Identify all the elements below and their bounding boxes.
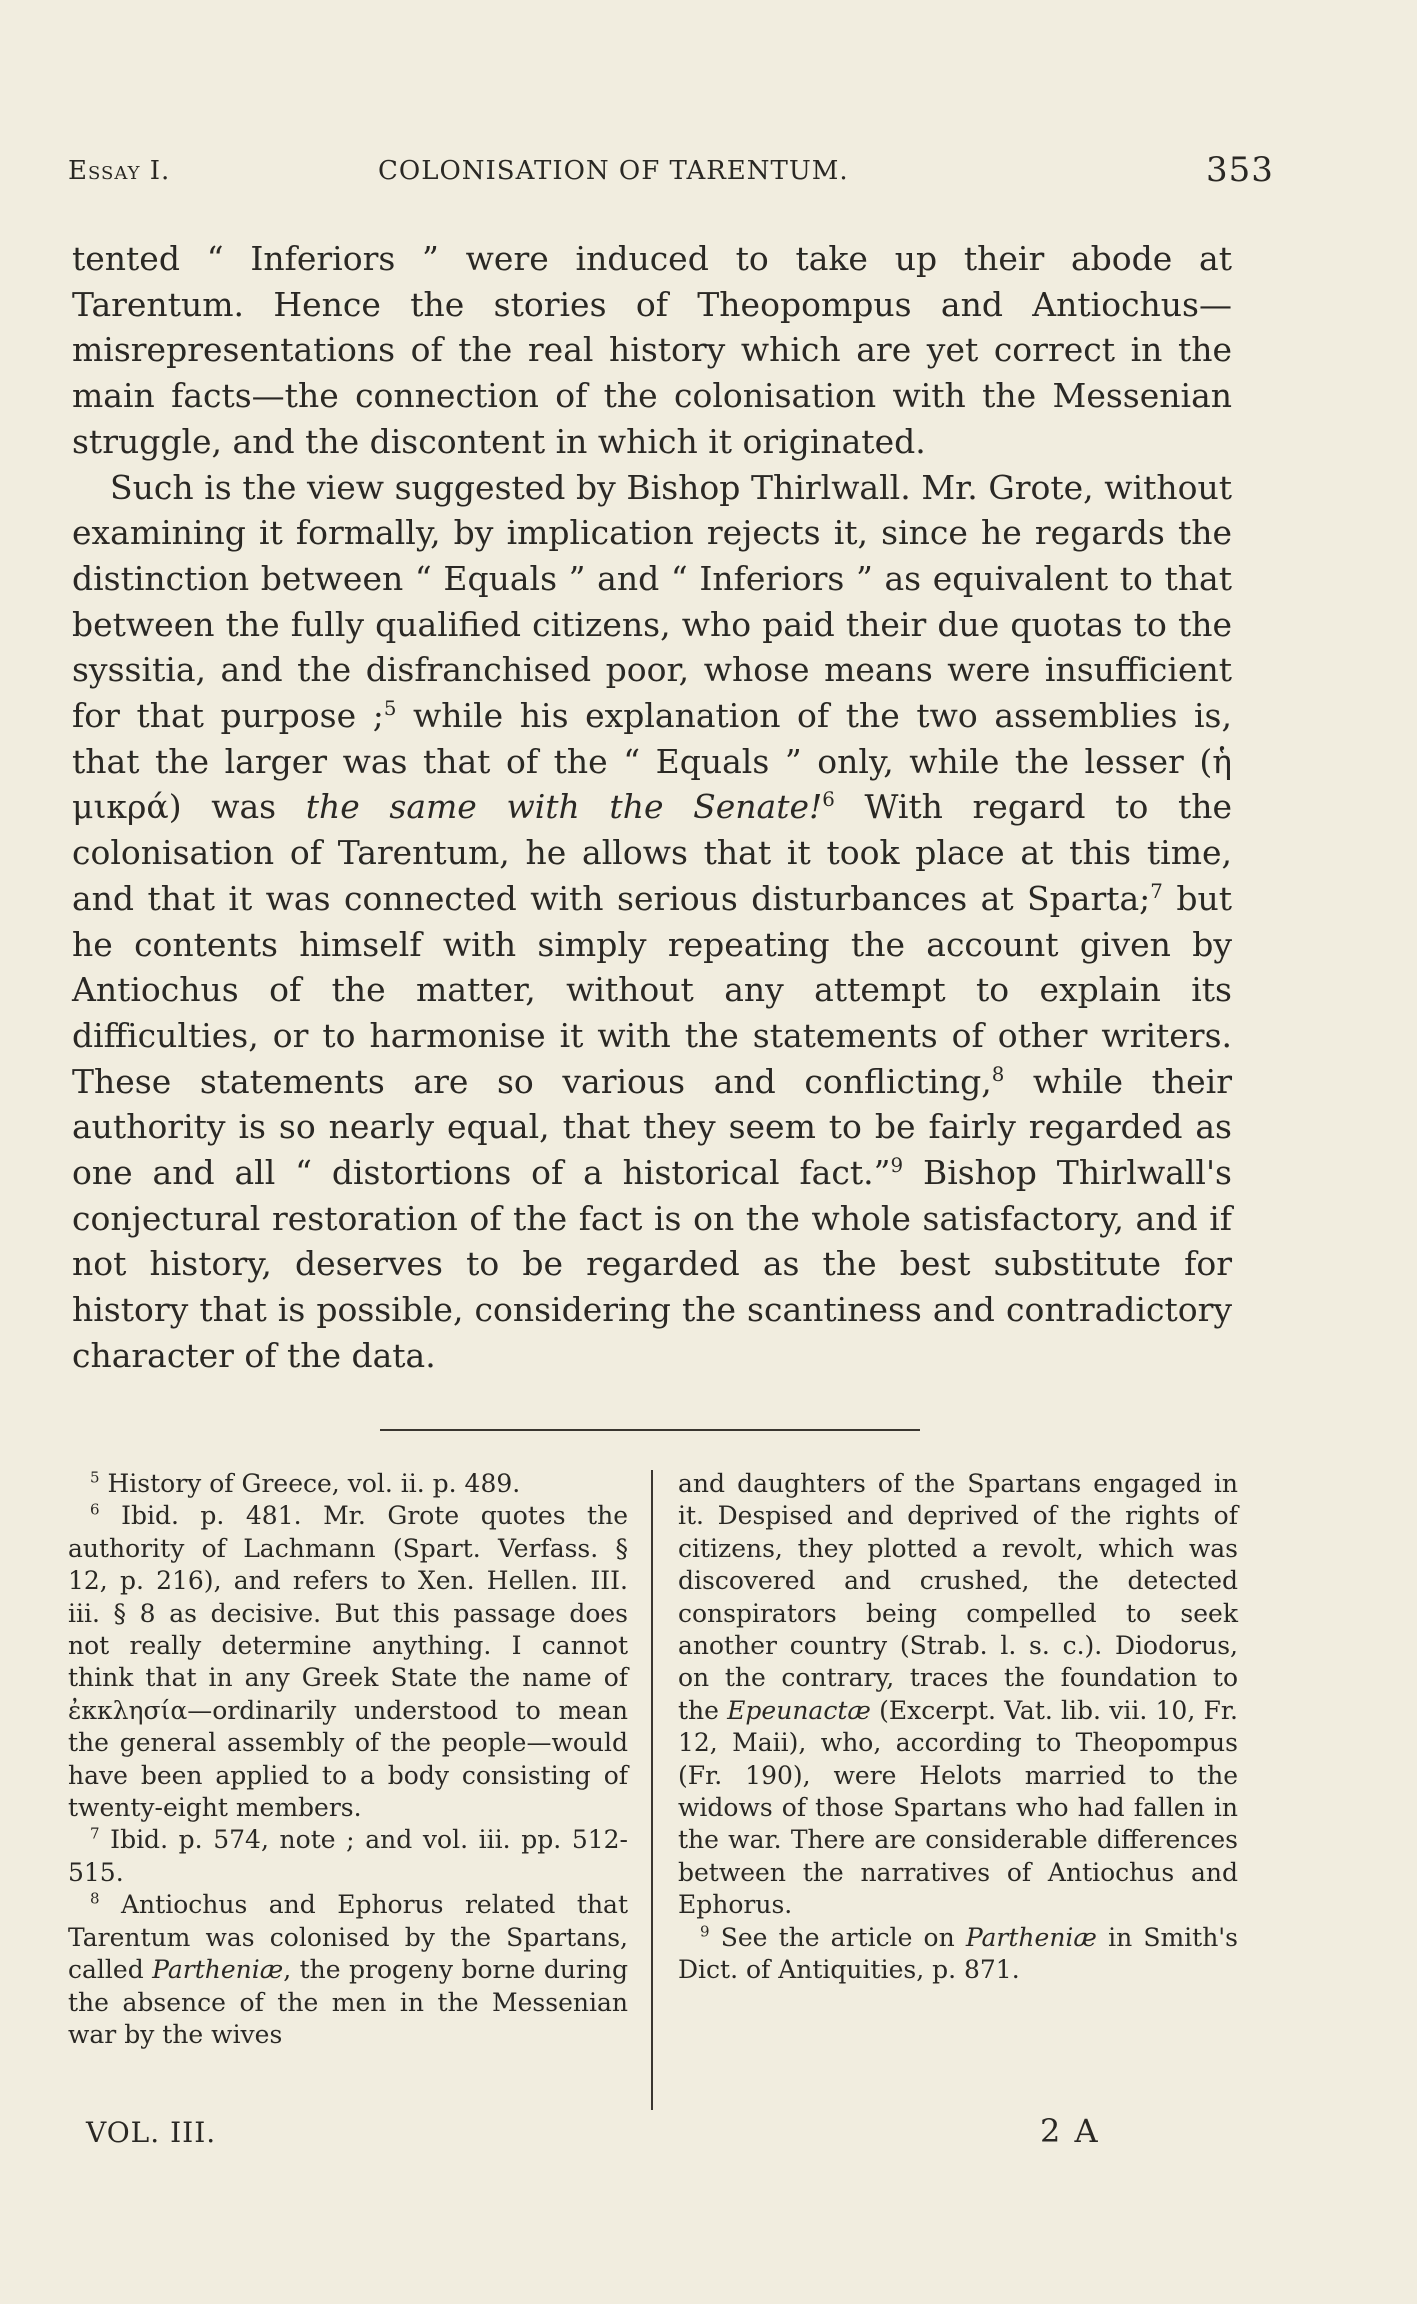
running-head: [68, 150, 1274, 194]
footnote-8: $^8$ Antiochus and Ephorus related that Tarentum was colonised by the Spartans, called Partheniæ, the progeny borne during the absence of the men in the Messenian war by the wives: [68, 1889, 628, 2049]
chapter-title: COLONISATION OF TARENTUM.: [378, 156, 849, 186]
footnotes-right-column: [678, 1468, 1238, 1987]
footnote-ref-8[interactable]: 8: [991, 1062, 1005, 1086]
footnote-separator: [380, 1429, 920, 1431]
paragraph-1: tented “ Inferiors ” were induced to take up their abode at Tarentum. Hence the stories of Theopompus and Antiochus—misrepresentations of the real history which are yet correct in the main facts—the connection of the colonisation with the Messenian struggle, and the discontent in which it originated.: [72, 239, 1232, 461]
footnotes-left-column: [68, 1468, 628, 2051]
footnote-7: $^7$ Ibid. p. 574, note ; and vol. iii. pp. 512-515.: [68, 1825, 628, 1887]
footnote-5: $^5$ History of Greece, vol. ii. p. 489.: [90, 1468, 521, 1498]
footnote-ref-6[interactable]: 6: [822, 788, 835, 812]
column-divider: [651, 1470, 653, 2110]
essay-label: Essay I.: [68, 156, 171, 186]
main-text: [72, 236, 1232, 1379]
footnote-9: $^9$ See the article on Partheniæ in Smith's Dict. of Antiquities, p. 871.: [678, 1922, 1239, 1985]
paragraph-2: Such is the view suggested by Bishop Thirlwall. Mr. Grote, without examining it formally, by implication rejects it, since he regards the distinction between “ Equals ” and “ Inferiors ” as equivalent to that between the fully qualified citizens, who paid their due quotas to the syssitia, and the disfranchised poor, whose means were insufficient for that purpose ;$^5$ while his explanation of the two assemblies is, that the larger was that of the “ Equals ” only, while the lesser (ἡ μικρά) was the same with the Senate!$^6$ With regard to the colonisation of Tarentum, he allows that it took place at this time, and that it was connected with serious disturbances at Sparta;$^7$ but he contents himself with simply repeating the account given by Antiochus of the matter, without any attempt to explain its difficulties, or to harmonise it with the statements of other writers. These statements are so various and conflicting,$^8$ while their authority is so nearly equal, that they seem to be fairly regarded as one and all “ distortions of a historical fact.”$^9$ Bishop Thirlwall's conjectural restoration of the fact is on the whole satisfactory, and if not history, deserves to be regarded as the best substitute for history that is possible, considering the scantiness and contradictory character of the data.: [72, 467, 1232, 1375]
footnote-ref-5[interactable]: 5: [383, 697, 397, 721]
footnote-8-continued: and daughters of the Spartans engaged in it. Despised and deprived of the rights of citizens, they plotted a revolt, which was discovered and crushed, the detected conspirators being compelled to seek another country (Strab. l. s. c.). Diodorus, on the contrary, traces the foundation to the Epeunactæ (Excerpt. Vat. lib. vii. 10, Fr. 12, Maii), who, according to Theopompus (Fr. 190), were Helots married to the widows of those Spartans who had fallen in the war. There are considerable differences between the narratives of Antiochus and Ephorus.: [678, 1469, 1238, 1920]
volume-label: VOL. III.: [86, 2116, 217, 2149]
page-number: 353: [1206, 150, 1274, 190]
footnote-ref-9[interactable]: 9: [890, 1154, 904, 1178]
footnote-6: $^6$ Ibid. p. 481. Mr. Grote quotes the authority of Lachmann (Spart. Verfass. § 12, p. 216), and refers to Xen. Hellen. III. iii. § 8 as decisive. But this passage does not really determine anything. I cannot think that in any Greek State the name of ἐκκλησία—ordinarily understood to mean the general assembly of the people—would have been applied to a body consisting of twenty-eight members.: [68, 1501, 628, 1823]
footnote-ref-7[interactable]: 7: [1150, 879, 1163, 903]
signature-mark: 2 A: [1040, 2112, 1100, 2150]
